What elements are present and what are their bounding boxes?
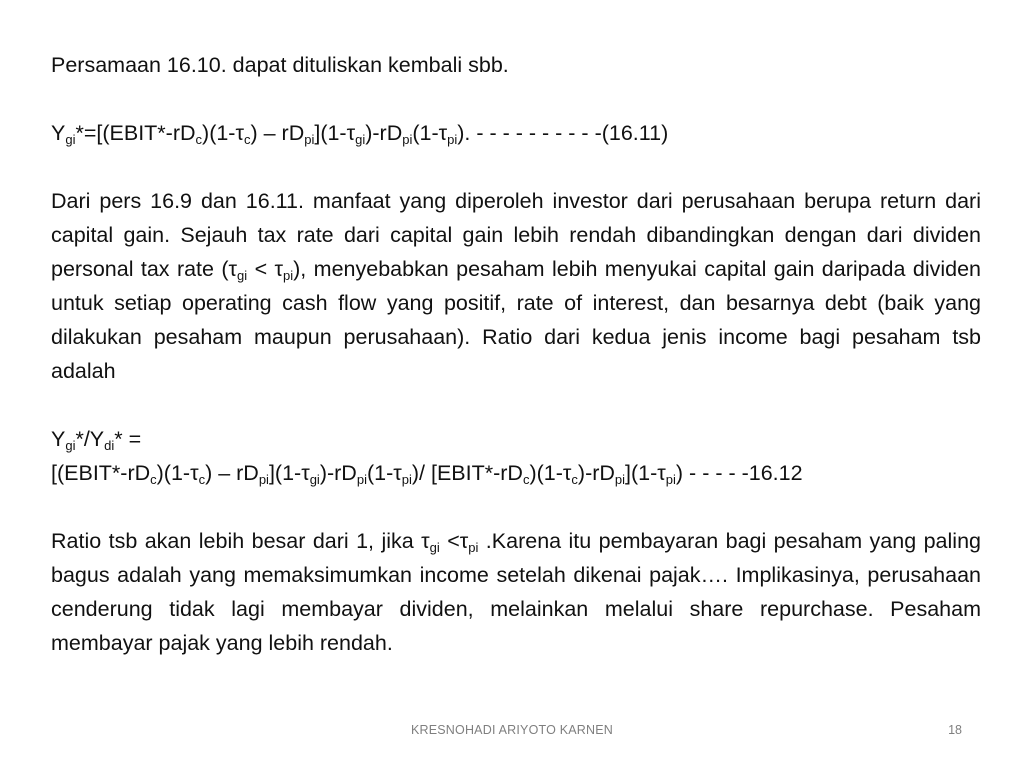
spacer (51, 388, 981, 422)
page-number: 18 (948, 723, 962, 737)
paragraph-capital-gain: Dari pers 16.9 dan 16.11. manfaat yang diperoleh investor dari perusahaan berupa return dari capital gain. Sejauh tax rate dari capital gain lebih rendah dibandingkan dengan dari dividen personal tax rate $(\tau_{gi} < \tau_{pi})$, menyebabkan pesaham lebih menyukai capital gain daripada dividen untuk setiap operating cash flow yang positif, rate of interest, dan besarnya debt (baik yang dilakukan pesaham maupun perusahaan). Ratio dari kedua jenis income bagi pesaham tsb adalah (51, 189, 981, 383)
spacer (51, 490, 981, 524)
intro-text: Persamaan 16.10. dapat dituliskan kembali sbb. (51, 53, 509, 77)
equation-16-12: $[(EBIT*-rD_c)(1-\tau_c) - rD_{pi}](1-\tau_{gi})-rD_{pi}(1-\tau_{pi})/$ $[EBIT*-rD_c)(1-\tau_c)-rD_{pi}](1-\tau_{pi})$ - - - - -16.12 (51, 461, 803, 487)
equation-ratio-label: $Y_{gi}*/Y_{di}*$ = (51, 427, 142, 453)
spacer (51, 150, 981, 184)
equation-16-11: $Y_{gi}*=[(EBIT*-rD_c)(1-\tau_c) - rD_{pi}](1-\tau_{gi})-rD_{pi}(1-\tau_{pi})$. - - - - - - - - - -(16.11) (51, 121, 669, 147)
footer-author: KRESNOHADI ARIYOTO KARNEN (410, 723, 614, 737)
paragraph-implication: Ratio tsb akan lebih besar dari 1, jika $\tau_{gi} <\tau_{pi}$ .Karena itu pembayaran bagi pesaham yang paling bagus adalah yang memaksimumkan income setelah dikenai pajak…. Implikasinya, perusahaan cenderung tidak lagi membayar dividen, melainkan melalui share repurchase. Pesaham membayar pajak yang lebih rendah. (51, 529, 981, 655)
spacer (51, 82, 981, 116)
slide-body (51, 48, 981, 660)
